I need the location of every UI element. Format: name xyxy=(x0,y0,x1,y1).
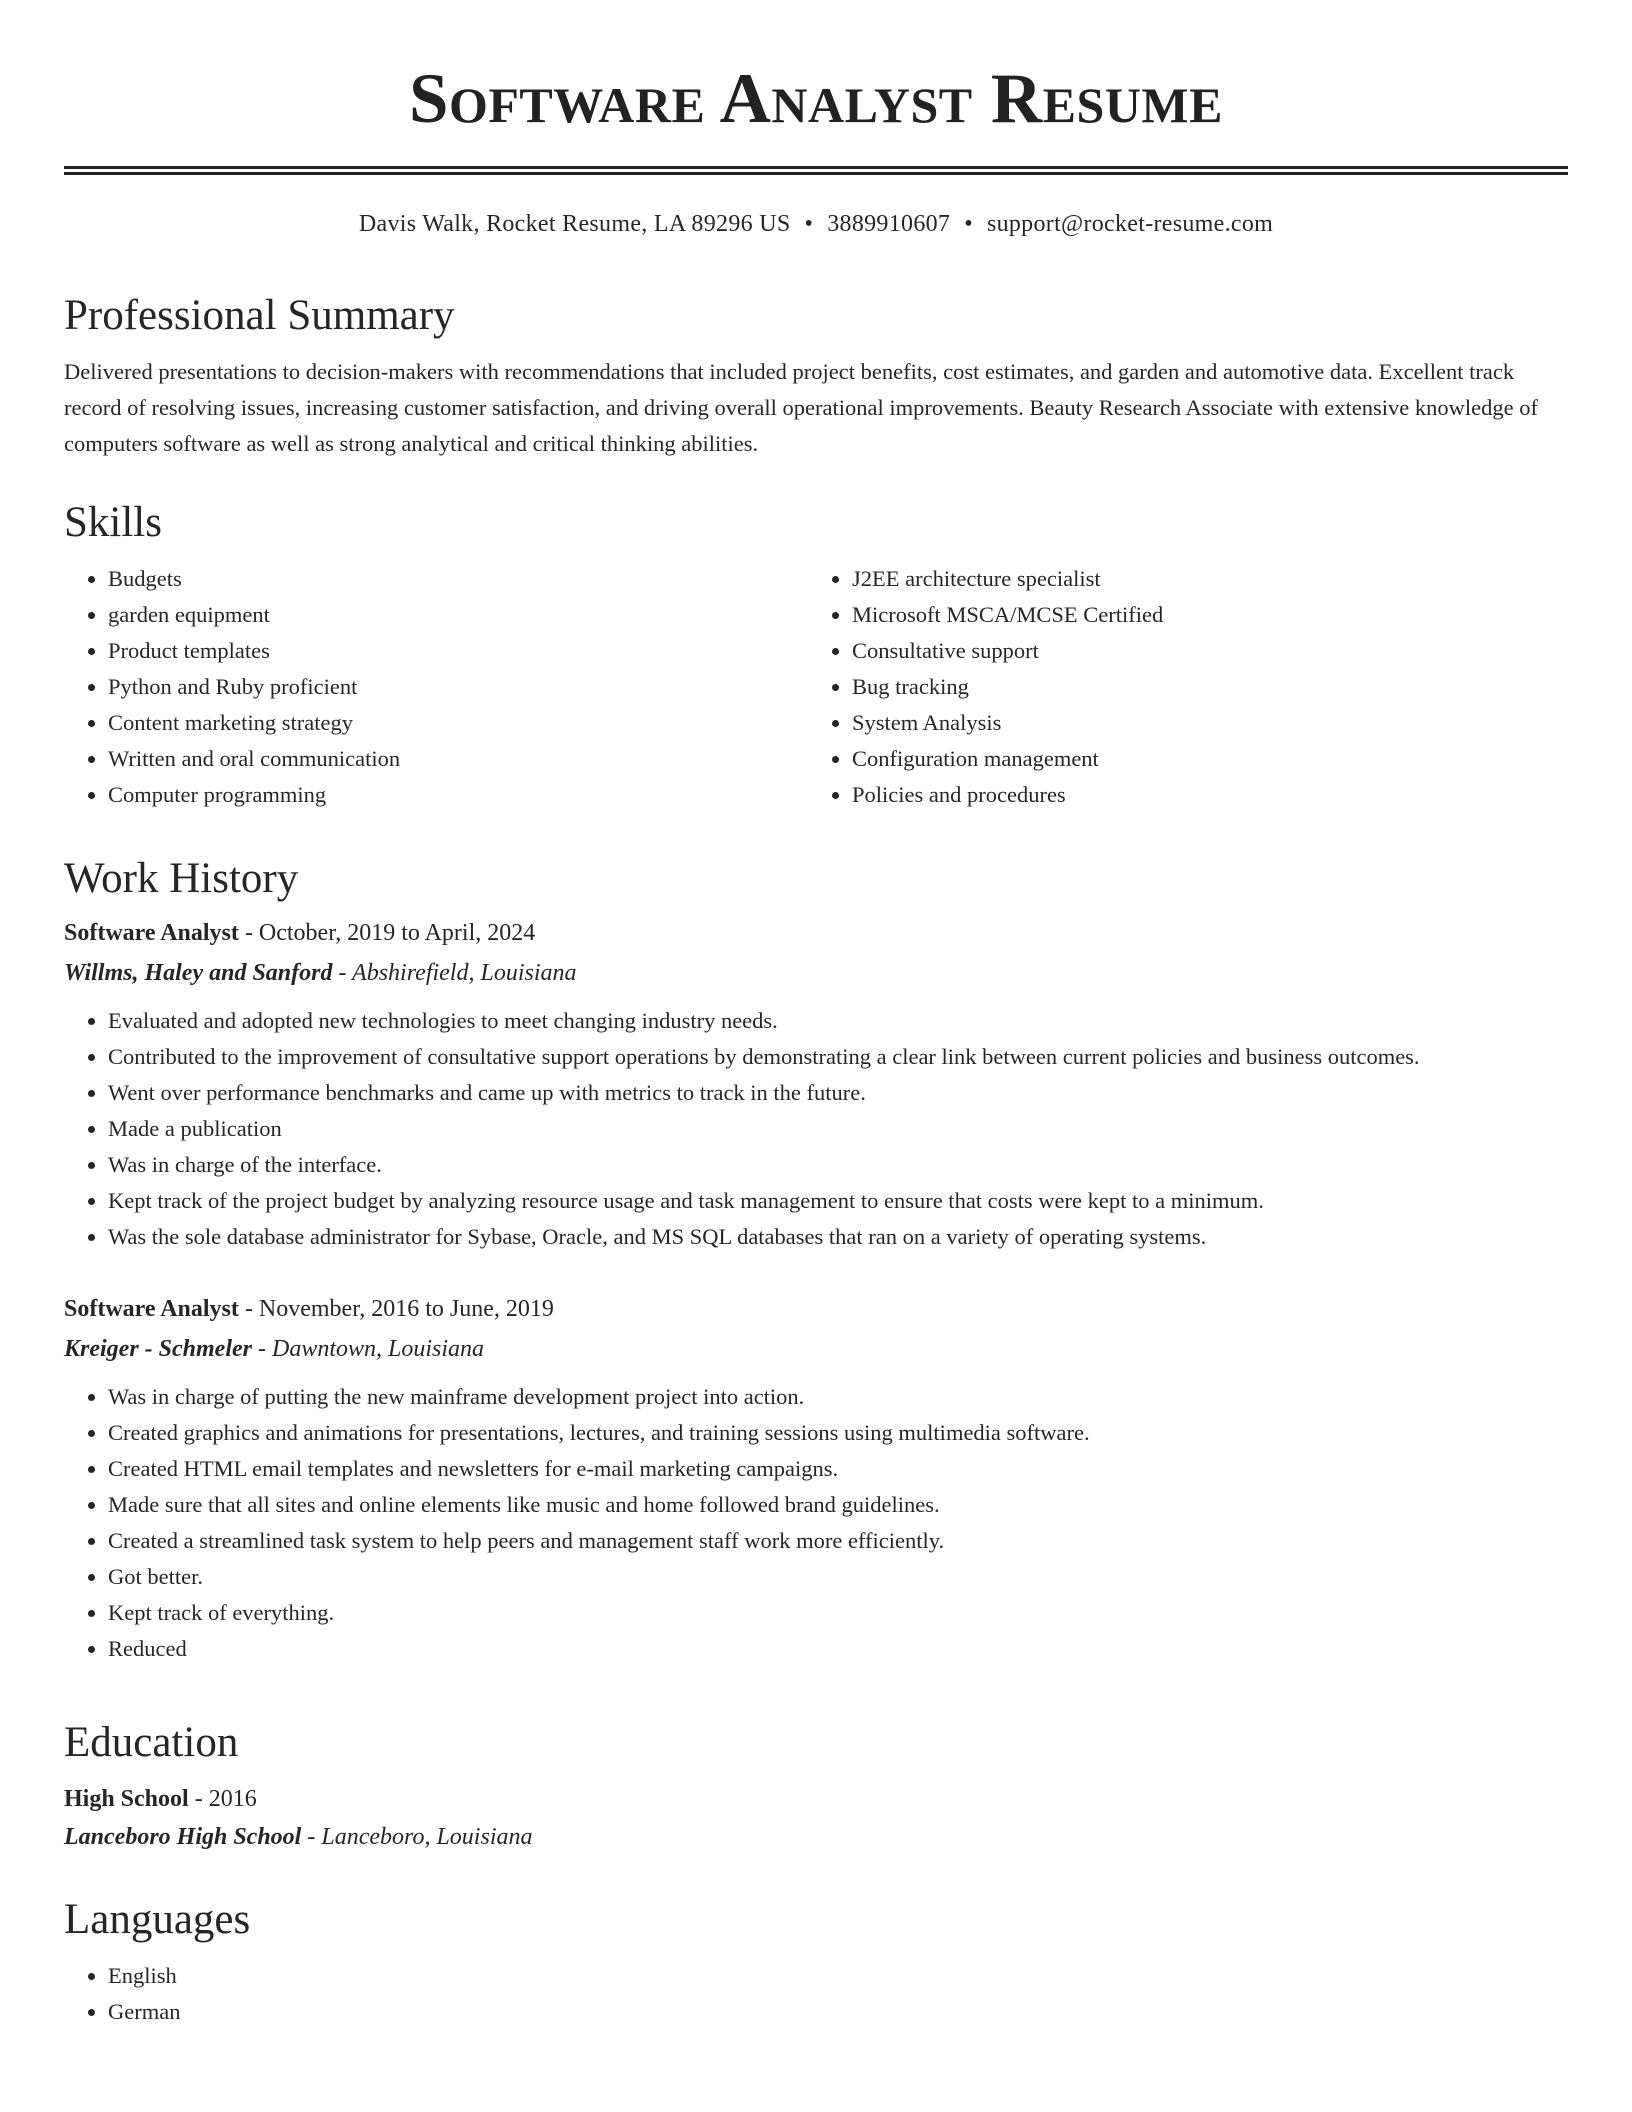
dash-separator: - xyxy=(251,1336,272,1362)
education-heading: Education xyxy=(64,1719,239,1766)
job-bullet: • Evaluated and adopted new technologies to meet changing industry needs. xyxy=(108,1003,1568,1039)
job-bullet: • Created graphics and animations for presentations, lectures, and training sessions using multimedia software. xyxy=(108,1415,1568,1451)
work-history-heading: Work History xyxy=(64,855,299,902)
education-year: 2016 xyxy=(208,1786,257,1812)
dash-separator: - xyxy=(238,1296,259,1322)
job-bullet: • Was in charge of the interface. xyxy=(108,1147,1568,1183)
dash-separator: - xyxy=(332,960,353,986)
education-degree-line xyxy=(64,1781,1568,1817)
skill-item: • Bug tracking xyxy=(852,669,1548,705)
languages-list xyxy=(64,1958,1568,2030)
job-company: Kreiger - Schmeler xyxy=(64,1336,252,1362)
job-entry xyxy=(64,915,1568,1255)
job-bullet: • Was the sole database administrator for Sybase, Oracle, and MS SQL databases that ran on a variety of operating systems. xyxy=(108,1219,1568,1255)
contact-line xyxy=(64,209,1568,239)
summary-section xyxy=(64,290,1568,462)
job-bullet: • Created HTML email templates and newsletters for e-mail marketing campaigns. xyxy=(108,1451,1568,1487)
skill-item: • Configuration management xyxy=(852,741,1548,777)
job-role: Software Analyst xyxy=(64,1296,239,1322)
job-company: Willms, Haley and Sanford xyxy=(64,960,333,986)
contact-address: Davis Walk, Rocket Resume, LA 89296 US xyxy=(358,211,791,237)
job-bullet: • Was in charge of putting the new mainframe development project into action. xyxy=(108,1379,1568,1415)
job-bullet: • Created a streamlined task system to help peers and management staff work more efficiently. xyxy=(108,1523,1568,1559)
skills-list-right xyxy=(806,561,1548,813)
education-location: Lanceboro, Louisiana xyxy=(321,1824,533,1850)
job-bullets xyxy=(64,1003,1568,1255)
skill-item: • J2EE architecture specialist xyxy=(852,561,1548,597)
skill-item: • Computer programming xyxy=(108,777,806,813)
job-bullet: • Kept track of everything. xyxy=(108,1595,1568,1631)
job-company-line xyxy=(64,955,1568,991)
dash-separator: - xyxy=(301,1824,322,1850)
job-bullet: • Contributed to the improvement of consultative support operations by demonstrating a clear link between current policies and business outcomes. xyxy=(108,1039,1568,1075)
job-location: Dawntown, Louisiana xyxy=(271,1336,485,1362)
job-location: Abshirefield, Louisiana xyxy=(352,960,577,986)
job-title-line xyxy=(64,915,1568,951)
education-degree: High School xyxy=(64,1786,189,1812)
job-bullet: • Made a publication xyxy=(108,1111,1568,1147)
job-bullet: • Made sure that all sites and online elements like music and home followed brand guidelines. xyxy=(108,1487,1568,1523)
skill-item: • Written and oral communication xyxy=(108,741,806,777)
job-dates: November, 2016 to June, 2019 xyxy=(258,1296,554,1322)
summary-heading: Professional Summary xyxy=(64,292,455,339)
job-title-line xyxy=(64,1291,1568,1327)
skill-item: • Product templates xyxy=(108,633,806,669)
job-dates: October, 2019 to April, 2024 xyxy=(258,920,536,946)
contact-separator: • xyxy=(964,211,973,237)
education-school-line xyxy=(64,1819,1568,1855)
skill-item: • Content marketing strategy xyxy=(108,705,806,741)
education-school: Lanceboro High School xyxy=(64,1824,302,1850)
skills-section xyxy=(64,497,1568,813)
dash-separator: - xyxy=(188,1786,209,1812)
skill-item: • garden equipment xyxy=(108,597,806,633)
skill-item: • Policies and procedures xyxy=(852,777,1548,813)
job-bullet: • Got better. xyxy=(108,1559,1568,1595)
skills-list-left xyxy=(64,561,806,813)
work-history-section xyxy=(64,853,1568,1667)
job-company-line xyxy=(64,1331,1568,1367)
dash-separator: - xyxy=(238,920,259,946)
language-item: • English xyxy=(108,1958,1568,1994)
skills-grid xyxy=(64,561,1568,813)
language-item: • German xyxy=(108,1994,1568,2030)
skills-heading: Skills xyxy=(64,499,162,546)
contact-email: support@rocket-resume.com xyxy=(986,211,1274,237)
contact-phone: 3889910607 xyxy=(827,211,951,237)
skill-item: • Consultative support xyxy=(852,633,1548,669)
education-section xyxy=(64,1717,1568,1855)
languages-section xyxy=(64,1894,1568,2030)
job-bullets xyxy=(64,1379,1568,1667)
job-role: Software Analyst xyxy=(64,920,239,946)
skill-item: • Microsoft MSCA/MCSE Certified xyxy=(852,597,1548,633)
skill-item: • Python and Ruby proficient xyxy=(108,669,806,705)
summary-text: Delivered presentations to decision-makers with recommendations that included project benefits, cost estimates, and garden and automotive data. Excellent track record of resolving issues, increasing customer satisfaction, and driving overall operational improvements. Beauty Research Associate with extensive knowledge of computers software as well as strong analytical and critical thinking abilities. xyxy=(64,359,1538,456)
job-bullet: • Kept track of the project budget by analyzing resource usage and task management to ensure that costs were kept to a minimum. xyxy=(108,1183,1568,1219)
languages-heading: Languages xyxy=(64,1896,251,1943)
contact-separator: • xyxy=(804,211,814,237)
job-bullet: • Reduced xyxy=(108,1631,1568,1667)
skill-item: • Budgets xyxy=(108,561,806,597)
job-bullet: • Went over performance benchmarks and came up with metrics to track in the future. xyxy=(108,1075,1568,1111)
skill-item: • System Analysis xyxy=(852,705,1548,741)
job-entry xyxy=(64,1291,1568,1667)
document-title: Software Analyst Resume xyxy=(409,60,1223,138)
title-double-rule xyxy=(64,166,1568,175)
